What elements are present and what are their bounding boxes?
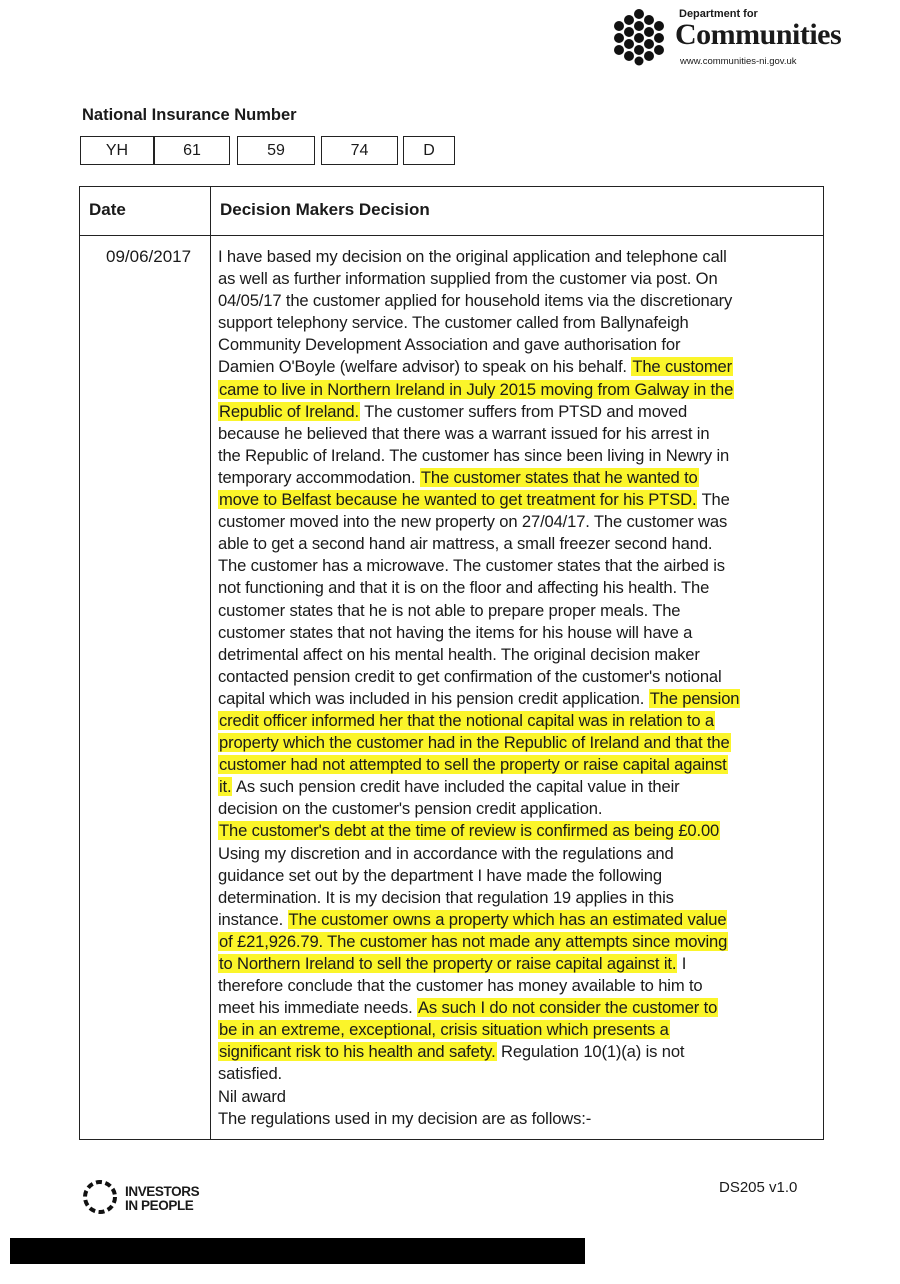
highlighted-text-segment: The customer owns a property which has an estimated value <box>288 909 727 929</box>
decision-text-segment: therefore conclude that the customer has money available to him to <box>218 976 703 996</box>
decision-text-segment: the Republic of Ireland. The customer has since been living in Newry in <box>218 445 730 465</box>
decision-line <box>218 975 818 997</box>
decision-text-segment: decision on the customer's pension credit application. <box>218 799 603 819</box>
decision-line <box>218 798 818 820</box>
decision-text-segment: Using my discretion and in accordance with the regulations and <box>218 843 674 863</box>
highlighted-text-segment: significant risk to his health and safety. <box>219 1042 496 1062</box>
decision-text-segment: The regulations used in my decision are as follows:- <box>218 1108 592 1128</box>
highlighted-text-segment: credit officer informed her that the notional capital was in relation to a <box>219 710 714 730</box>
decision-text-segment: Regulation 10(1)(a) is not <box>496 1042 685 1062</box>
decision-line <box>218 511 818 533</box>
ni-number-label: National Insurance Number <box>82 106 297 124</box>
decision-text-segment: able to get a second hand air mattress, a small freezer second hand. <box>218 534 713 554</box>
investors-in-people-icon <box>80 1177 120 1217</box>
ni-part-3: 59 <box>237 136 315 165</box>
decision-text-segment: customer moved into the new property on 27/04/17. The customer was <box>218 512 728 532</box>
iip-line-2: IN PEOPLE <box>125 1198 194 1213</box>
decision-line <box>218 1063 818 1085</box>
decision-text-segment: contacted pension credit to get confirmation of the customer's notional <box>218 666 722 686</box>
decision-text-segment: support telephony service. The customer called from Ballynafeigh <box>218 313 689 333</box>
decision-text-segment: satisfied. <box>218 1064 282 1084</box>
table-header-divider <box>80 235 823 236</box>
decision-text-segment: detrimental affect on his mental health. The original decision maker <box>218 644 700 664</box>
decision-line <box>218 843 818 865</box>
decision-text-segment: customer states that not having the items for his house will have a <box>218 622 693 642</box>
decision-line <box>218 666 818 688</box>
decision-text-segment: The <box>697 490 730 510</box>
decision-line <box>218 600 818 622</box>
highlighted-text-segment: customer had not attempted to sell the property or raise capital against <box>219 755 727 775</box>
decision-text-segment: temporary accommodation. <box>218 467 420 487</box>
decision-line <box>218 268 818 290</box>
decision-line <box>218 1019 818 1041</box>
investors-in-people-logo <box>80 1177 220 1219</box>
ni-part-2: 61 <box>154 136 230 165</box>
decision-line <box>218 356 818 378</box>
decision-table <box>79 186 824 1140</box>
decision-line <box>218 290 818 312</box>
highlighted-text-segment: The customer's debt at the time of review is confirmed as being £0.00 <box>219 821 720 841</box>
date-column-header: Date <box>89 200 126 219</box>
decision-text-segment: I <box>677 954 687 973</box>
highlighted-text-segment: of £21,926.79. The customer has not made any attempts since moving <box>219 931 728 951</box>
decision-date: 09/06/2017 <box>106 247 192 266</box>
highlighted-text-segment: it. <box>219 777 232 797</box>
highlighted-text-segment: came to live in Northern Ireland in July 2015 moving from Galway in the <box>219 379 734 399</box>
highlighted-text-segment: The customer <box>632 357 733 377</box>
decision-text-segment: The customer suffers from PTSD and moved <box>359 401 688 421</box>
decision-text-segment: capital which was included in his pension credit application. <box>218 688 649 708</box>
decision-text-segment: Community Development Association and gave authorisation for <box>218 335 681 355</box>
highlighted-text-segment: property which the customer had in the Republic of Ireland and that the <box>219 733 730 753</box>
decision-line <box>218 577 818 599</box>
decision-text-segment: guidance set out by the department I have made the following <box>218 865 662 885</box>
decision-text-segment: because he believed that there was a warrant issued for his arrest in <box>218 423 710 443</box>
department-url: www.communities-ni.gov.uk <box>680 56 797 67</box>
highlighted-text-segment: The customer states that he wanted to <box>420 467 698 487</box>
decision-line <box>218 754 818 776</box>
table-column-divider <box>210 187 211 1139</box>
highlighted-text-segment: to Northern Ireland to sell the property or raise capital against it. <box>219 954 677 973</box>
ni-part-5: D <box>403 136 455 165</box>
decision-text-segment: meet his immediate needs. <box>218 998 418 1018</box>
highlighted-text-segment: Republic of Ireland. <box>219 401 359 421</box>
highlighted-text-segment: be in an extreme, exceptional, crisis situation which presents a <box>219 1020 669 1040</box>
decision-text <box>218 246 818 1130</box>
decision-line <box>218 909 818 931</box>
brand-name: Communities <box>675 18 842 51</box>
decision-text-segment: Nil award <box>218 1086 286 1106</box>
decision-text-segment: not functioning and that it is on the floor and affecting his health. The <box>218 578 710 598</box>
decision-line <box>218 887 818 909</box>
decision-line <box>218 246 818 268</box>
decision-line <box>218 489 818 511</box>
decision-text-segment: As such pension credit have included the capital value in their <box>232 777 680 797</box>
decision-line <box>218 533 818 555</box>
decision-line <box>218 401 818 423</box>
highlighted-text-segment: The pension <box>649 688 740 708</box>
iip-line-1: INVESTORS <box>125 1184 200 1199</box>
ni-part-1: YH <box>80 136 154 165</box>
decision-line <box>218 1086 818 1108</box>
decision-text-segment: determination. It is my decision that regulation 19 applies in this <box>218 887 674 907</box>
decision-line <box>218 997 818 1019</box>
department-logo <box>606 4 876 74</box>
decision-line <box>218 732 818 754</box>
communities-emblem-icon <box>610 8 668 66</box>
decision-column-header: Decision Makers Decision <box>220 200 430 219</box>
decision-text-segment: instance. <box>218 909 288 929</box>
decision-text-segment: customer states that he is not able to prepare proper meals. The <box>218 600 681 620</box>
decision-line <box>218 379 818 401</box>
decision-line <box>218 312 818 334</box>
redaction-bar <box>10 1238 585 1264</box>
decision-line <box>218 953 818 975</box>
decision-line <box>218 644 818 666</box>
ni-part-4: 74 <box>321 136 398 165</box>
decision-line <box>218 820 818 842</box>
decision-line <box>218 445 818 467</box>
decision-line <box>218 622 818 644</box>
decision-text-segment: 04/05/17 the customer applied for household items via the discretionary <box>218 291 733 311</box>
decision-line <box>218 865 818 887</box>
decision-line <box>218 688 818 710</box>
decision-text-segment: The customer has a microwave. The customer states that the airbed is <box>218 556 725 576</box>
decision-line <box>218 710 818 732</box>
highlighted-text-segment: move to Belfast because he wanted to get treatment for his PTSD. <box>219 490 697 510</box>
decision-line <box>218 931 818 953</box>
decision-line <box>218 1041 818 1063</box>
department-label: Department for <box>679 8 758 20</box>
decision-line <box>218 423 818 445</box>
decision-line <box>218 334 818 356</box>
highlighted-text-segment: As such I do not consider the customer to <box>418 998 718 1018</box>
decision-line <box>218 1108 818 1130</box>
decision-line <box>218 776 818 798</box>
decision-text-segment: as well as further information supplied from the customer via post. On <box>218 269 718 289</box>
decision-line <box>218 467 818 489</box>
form-code: DS205 v1.0 <box>719 1179 798 1196</box>
decision-line <box>218 555 818 577</box>
decision-text-segment: Damien O'Boyle (welfare advisor) to speak on his behalf. <box>218 357 632 377</box>
decision-text-segment: I have based my decision on the original application and telephone call <box>218 247 727 266</box>
